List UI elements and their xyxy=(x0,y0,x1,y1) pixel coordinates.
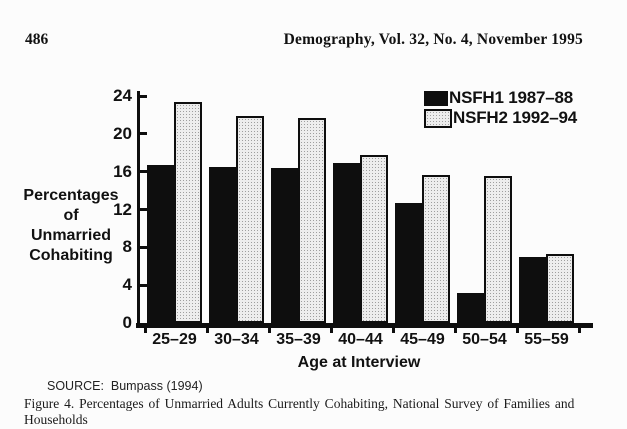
legend-row-1 xyxy=(424,108,577,128)
bar-nsfh1-40–44 xyxy=(333,163,360,323)
bar-group-30–34 xyxy=(209,116,264,323)
y-axis-title-line-2: Unmarried xyxy=(30,227,112,244)
bar-nsfh1-55–59 xyxy=(519,257,546,323)
bar-nsfh1-35–39 xyxy=(271,168,298,323)
y-tick-label-8: 8 xyxy=(122,237,132,257)
bar-group-45–49 xyxy=(395,175,450,323)
legend-swatch-stippled-light-gray xyxy=(424,109,452,128)
bar-nsfh2-25–29 xyxy=(174,102,202,323)
x-category-label-40–44: 40–44 xyxy=(338,331,383,348)
x-category-label-30–34: 30–34 xyxy=(214,331,259,348)
y-axis-title-line-3: Cohabiting xyxy=(29,247,113,264)
y-tick-label-24: 24 xyxy=(113,86,132,105)
y-tick-label-4: 4 xyxy=(122,275,132,295)
bar-nsfh2-50–54 xyxy=(484,176,512,323)
page-number: 486 xyxy=(25,31,49,48)
legend-label-1: NSFH2 1992–94 xyxy=(453,108,578,127)
x-category-label-55–59: 55–59 xyxy=(524,331,569,348)
bar-nsfh2-30–34 xyxy=(236,116,264,323)
legend-label-0: NSFH1 1987–88 xyxy=(449,88,574,107)
chart-legend xyxy=(424,88,577,128)
bar-nsfh1-25–29 xyxy=(147,165,174,323)
y-tick-label-16: 16 xyxy=(113,161,132,181)
journal-title: Demography, Vol. 32, No. 4, November 1995 xyxy=(283,31,583,48)
bar-nsfh2-35–39 xyxy=(298,118,326,323)
x-category-label-50–54: 50–54 xyxy=(462,331,507,348)
bar-group-25–29 xyxy=(147,102,202,323)
bar-nsfh2-45–49 xyxy=(422,175,450,323)
x-axis-title: Age at Interview xyxy=(297,354,421,371)
plot-area xyxy=(140,96,592,323)
bar-nsfh1-45–49 xyxy=(395,203,422,323)
bar-nsfh1-30–34 xyxy=(209,167,236,323)
x-category-label-25–29: 25–29 xyxy=(152,331,197,348)
bar-group-50–54 xyxy=(457,176,512,323)
bar-group-35–39 xyxy=(271,118,326,323)
y-axis-title-line-0: Percentages xyxy=(23,187,119,204)
bar-nsfh2-40–44 xyxy=(360,155,388,323)
y-tick-label-0: 0 xyxy=(122,313,132,332)
bar-group-40–44 xyxy=(333,155,388,323)
y-tick-label-12: 12 xyxy=(113,199,132,219)
y-tick-label-20: 20 xyxy=(113,123,132,143)
legend-row-0 xyxy=(424,88,577,108)
legend-swatch-solid-black xyxy=(424,91,448,106)
x-tick-7 xyxy=(578,328,581,333)
bar-group-55–59 xyxy=(519,254,574,323)
bar-nsfh2-55–59 xyxy=(546,254,574,323)
figure-caption: Figure 4. Percentages of Unmarried Adults Currently Cohabiting, National Survey of Families and Households xyxy=(24,396,575,427)
bar-nsfh1-50–54 xyxy=(457,293,484,323)
source-note: SOURCE: Bumpass (1994) xyxy=(47,379,203,393)
y-axis-title-line-1: of xyxy=(63,207,79,224)
x-category-label-35–39: 35–39 xyxy=(276,331,321,348)
x-category-label-45–49: 45–49 xyxy=(400,331,445,348)
